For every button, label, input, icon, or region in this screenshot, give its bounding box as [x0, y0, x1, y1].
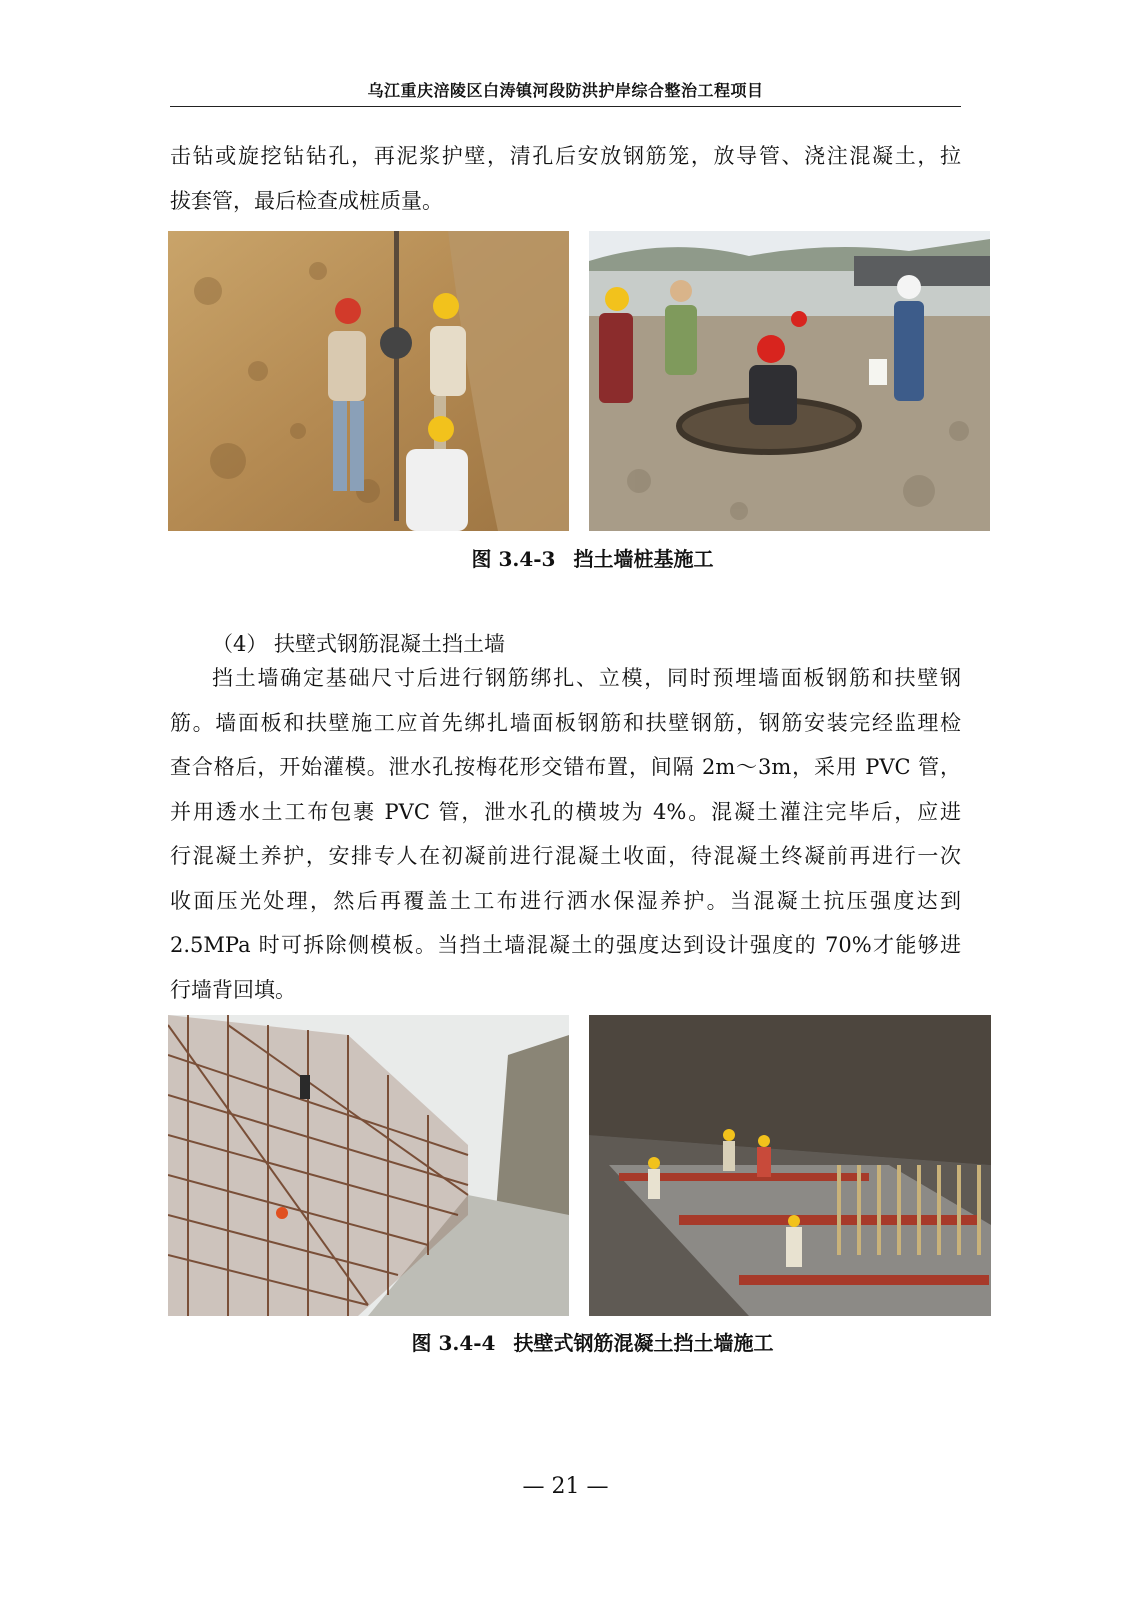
figure-1-right-photo — [589, 231, 990, 531]
figure-2-title: 扶壁式钢筋混凝土挡土墙施工 — [513, 1331, 774, 1355]
figure-2-left-photo — [168, 1015, 569, 1316]
paragraph-line: 击钻或旋挖钻钻孔，再泥浆护壁，清孔后安放钢筋笼，放导管、浇注混凝土，拉 — [170, 144, 961, 168]
page-number: — 21 — — [522, 1474, 609, 1499]
figure-1-number: 图 3.4-3 — [471, 547, 556, 571]
figure-1-left-photo — [168, 231, 569, 531]
paragraph-line: 拔套管，最后检查成桩质量。 — [170, 188, 443, 213]
section-4-paragraph — [170, 656, 961, 1012]
paragraph-line: 收面压光处理，然后再覆盖土工布进行洒水保湿养护。当混凝土抗压强度达到 — [170, 888, 961, 913]
paragraph-line: 筋。墙面板和扶壁施工应首先绑扎墙面板钢筋和扶壁钢筋，钢筋安装完经监理检 — [170, 710, 961, 735]
header-rule — [170, 106, 961, 107]
intro-paragraph — [170, 134, 961, 223]
paragraph-line: 2.5MPa 时可拆除侧模板。当挡土墙混凝土的强度达到设计强度的 70%才能够进 — [170, 933, 961, 957]
paragraph-line: 行墙背回填。 — [170, 977, 296, 1002]
running-header: 乌江重庆涪陵区白涛镇河段防洪护岸综合整治工程项目 — [367, 81, 764, 100]
figure-1-caption — [170, 543, 1015, 572]
figure-2-right-photo — [589, 1015, 991, 1316]
section-4-heading: （4） 扶壁式钢筋混凝土挡土墙 — [212, 632, 506, 656]
figure-2-caption — [170, 1327, 1015, 1356]
paragraph-line: 挡土墙确定基础尺寸后进行钢筋绑扎、立模，同时预埋墙面板钢筋和扶壁钢 — [212, 666, 961, 690]
paragraph-line: 查合格后，开始灌模。泄水孔按梅花形交错布置，间隔 2m～3m，采用 PVC 管， — [170, 755, 961, 779]
paragraph-line: 并用透水土工布包裹 PVC 管，泄水孔的横坡为 4%。混凝土灌注完毕后，应进 — [170, 799, 961, 824]
figure-1-title: 挡土墙桩基施工 — [573, 547, 714, 571]
paragraph-line: 行混凝土养护，安排专人在初凝前进行混凝土收面，待混凝土终凝前再进行一次 — [170, 844, 961, 868]
figure-2-number: 图 3.4-4 — [411, 1331, 496, 1355]
